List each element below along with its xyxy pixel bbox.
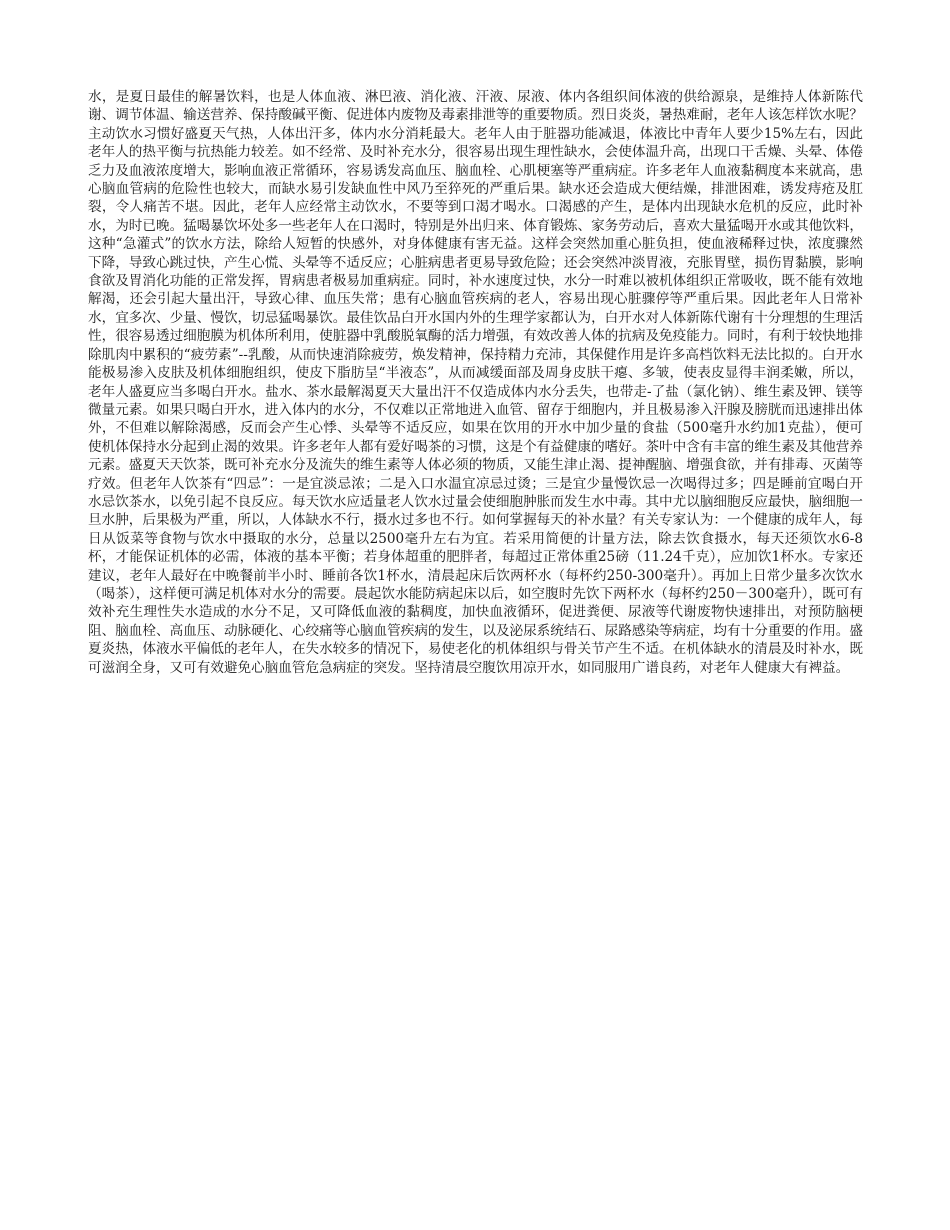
article-body-text: 水，是夏日最佳的解暑饮料，也是人体血液、淋巴液、消化液、汗液、尿液、体内各组织间体液的供给源泉，是维持人体新陈代谢、调节体温、输送营养、保持酸碱平衡、促进体内废物及毒素排泄等的重要物质。烈日炎炎，暑热难耐，老年人该怎样饮水呢？主动饮水习惯好盛夏天气热，人体出汗多，体内水分消耗最大。老年人由于脏器功能减退，体液比中青年人要少15%左右，因此老年人的热平衡与抗热能力较差。如不经常、及时补充水分，很容易出现生理性缺水，会使体温升高，出现口干舌燥、头晕、体倦乏力及血液浓度增大，影响血液正常循环，容易诱发高血压、脑血栓、心肌梗塞等严重病症。许多老年人血液黏稠度本来就高，患心脑血管病的危险性也较大，而缺水易引发缺血性中风乃至猝死的严重后果。缺水还会造成大便结燥，排泄困难，诱发痔疮及肛裂，令人痛苦不堪。因此，老年人应经常主动饮水，不要等到口渴才喝水。口渴感的产生，是体内出现缺水危机的反应，此时补水，为时已晚。猛喝暴饮坏处多一些老年人在口渴时，特别是外出归来、体育锻炼、家务劳动后，喜欢大量猛喝开水或其他饮料，这种“急灌式”的饮水方法，除给人短暂的快感外，对身体健康有害无益。这样会突然加重心脏负担，使血液稀释过快，浓度骤然下降，导致心跳过快，产生心慌、头晕等不适反应；心脏病患者更易导致危险；还会突然冲淡胃液，充胀胃壁，损伤胃黏膜，影响食欲及胃消化功能的正常发挥，胃病患者极易加重病症。同时，补水速度过快，水分一时难以被机体组织正常吸收，既不能有效地解渴，还会引起大量出汗，导致心律、血压失常；患有心脑血管疾病的老人，容易出现心脏骤停等严重后果。因此老年人日常补水，宜多次、少量、慢饮，切忌猛喝暴饮。最佳饮品白开水国内外的生理学家都认为，白开水对人体新陈代谢有十分理想的生理活性，很容易透过细胞膜为机体所利用，使脏器中乳酸脱氧酶的活力增强，有效改善人体的抗病及免疫能力。同时，有利于较快地排除肌肉中累积的“疲劳素”--乳酸，从而快速消除疲劳，焕发精神，保持精力充沛，其保健作用是许多高档饮料无法比拟的。白开水能极易渗入皮肤及机体细胞组织，使皮下脂肪呈“半液态”，从而减缓面部及周身皮肤干瘪、多皱，使表皮显得丰润柔嫩，所以，老年人盛夏应当多喝白开水。盐水、茶水最解渴夏天大量出汗不仅造成体内水分丢失，也带走-了盐（氯化钠）、维生素及钾、镁等微量元素。如果只喝白开水，进入体内的水分，不仅难以正常地进入血管、留存于细胞内，并且极易渗入汗腺及膀胱而迅速排出体外，不但难以解除渴感，反而会产生心悸、头晕等不适反应，如果在饮用的开水中加少量的食盐（500毫升水约加1克盐），便可使机体保持水分起到止渴的效果。许多老年人都有爱好喝茶的习惯，这是个有益健康的嗜好。茶叶中含有丰富的维生素及其他营养元素。盛夏天天饮茶，既可补充水分及流失的维生素等人体必须的物质，又能生津止渴、提神醒脑、增强食欲，并有排毒、灭菌等疗效。但老年人饮茶有“四忌”：一是宜淡忌浓；二是入口水温宜凉忌过烫；三是宜少量慢饮忌一次喝得过多；四是睡前宜喝白开水忌饮茶水，以免引起不良反应。每天饮水应适量老人饮水过量会使细胞肿胀而发生水中毒。其中尤以脑细胞反应最快，脑细胞一旦水肿，后果极为严重，所以，人体缺水不行，摄水过多也不行。如何掌握每天的补水量？有关专家认为：一个健康的成年人，每日从饭菜等食物与饮水中摄取的水分，总量以2500毫升左右为宜。若采用简便的计量方法，除去饮食摄水，每天还须饮水6-8杯，才能保证机体的必需，体液的基本平衡；若身体超重的肥胖者，每超过正常体重25磅（11.24千克），应加饮1杯水。专家还建议，老年人最好在中晚餐前半小时、睡前各饮1杯水，清晨起床后饮两杯水（每杯约250-300毫升）。再加上日常少量多次饮水（喝茶），这样便可满足机体对水分的需要。晨起饮水能防病起床以后，如空腹时先饮下两杯水（每杯约250－300毫升），既可有效补充生理性失水造成的水分不足，又可降低血液的黏稠度，加快血液循环，促进粪便、尿液等代谢废物快速排出，对预防脑梗阻、脑血栓、高血压、动脉硬化、心绞痛等心脑血管疾病的发生，以及泌尿系统结石、尿路感染等病症，均有十分重要的作用。盛夏炎热，体液水平偏低的老年人，在失水较多的情况下，易使老化的机体组织与骨关节产生不适。在机体缺水的清晨及时补水，既可滋润全身，又可有效避免心脑血管危急病症的突发。坚持清晨空腹饮用凉开水，如同服用广谱良药，对老年人健康大有裨益。 xyxy=(88,89,863,676)
document-page xyxy=(88,88,863,677)
